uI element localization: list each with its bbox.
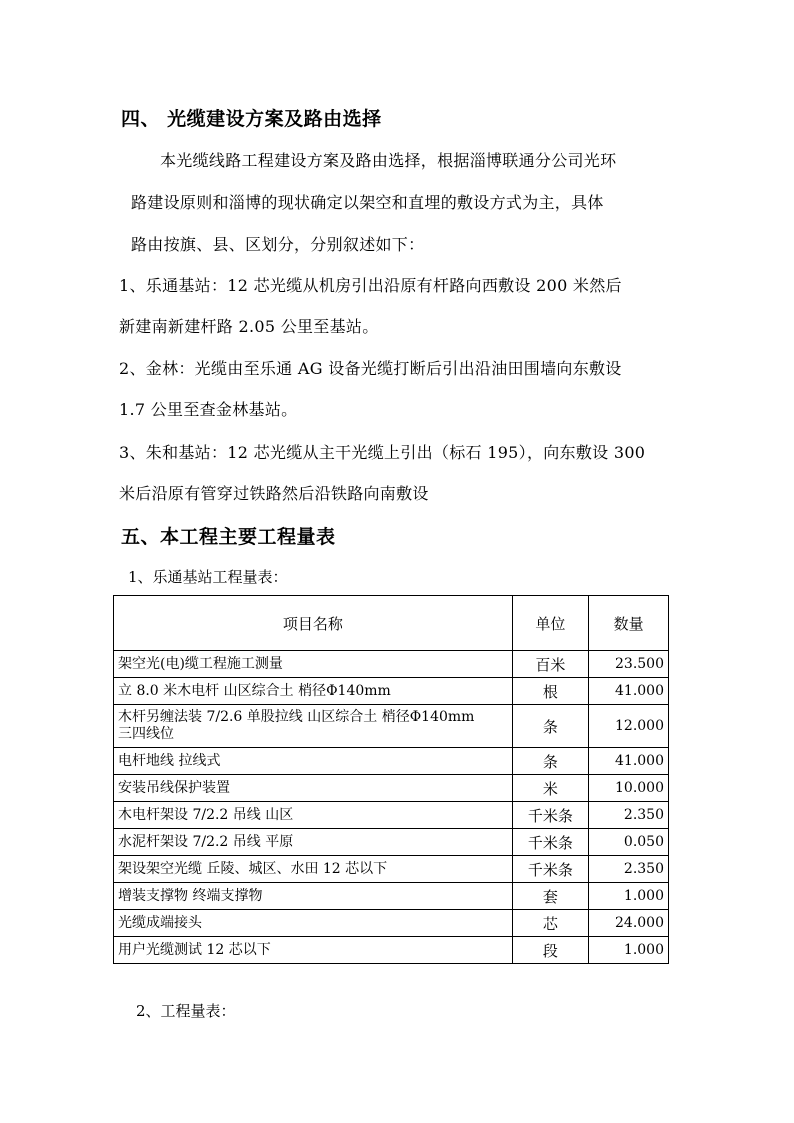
row-name-line-1: 木杆另缠法装 7/2.6 单股拉线 山区综合土 梢径Φ140mm <box>118 709 475 725</box>
table-header-row <box>114 596 669 651</box>
table-row <box>114 937 669 964</box>
row-name: 木电杆架设 7/2.2 吊线 山区 <box>114 802 513 829</box>
row-unit: 千米条 <box>512 856 589 883</box>
table-row <box>114 705 669 748</box>
table-row <box>114 829 669 856</box>
table-1-caption: 1、乐通基站工程量表： <box>128 568 288 586</box>
row-name: 增装支撑物 终端支撑物 <box>114 883 513 910</box>
row-unit: 千米条 <box>512 829 589 856</box>
row-quantity: 1.000 <box>589 883 669 910</box>
row-quantity: 2.350 <box>589 856 669 883</box>
table-row <box>114 775 669 802</box>
table-row <box>114 856 669 883</box>
row-name <box>114 705 513 748</box>
row-name: 安装吊线保护装置 <box>114 775 513 802</box>
route-item-3-line-1: 3、朱和基站：12 芯光缆从主干光缆上引出（标石 195），向东敷设 300 <box>119 443 646 462</box>
row-name: 光缆成端接头 <box>114 910 513 937</box>
route-item-1-line-2: 新建南新建杆路 2.05 公里至基站。 <box>119 317 379 336</box>
table-row <box>114 883 669 910</box>
table-row <box>114 678 669 705</box>
table-row <box>114 802 669 829</box>
header-quantity: 数量 <box>589 596 669 651</box>
table-row <box>114 910 669 937</box>
table-2-caption: 2、工程量表： <box>136 1002 236 1020</box>
row-quantity: 0.050 <box>589 829 669 856</box>
row-unit: 根 <box>512 678 589 705</box>
row-quantity: 24.000 <box>589 910 669 937</box>
row-unit: 条 <box>512 705 589 748</box>
row-unit: 套 <box>512 883 589 910</box>
row-quantity: 1.000 <box>589 937 669 964</box>
route-item-2-line-2: 1.7 公里至查金林基站。 <box>119 400 298 419</box>
row-quantity: 2.350 <box>589 802 669 829</box>
row-quantity: 12.000 <box>589 705 669 748</box>
row-quantity: 10.000 <box>589 775 669 802</box>
intro-line-1: 本光缆线路工程建设方案及路由选择，根据淄博联通分公司光环 <box>160 151 617 170</box>
row-unit: 米 <box>512 775 589 802</box>
row-name: 架空光(电)缆工程施工测量 <box>114 651 513 678</box>
row-name: 水泥杆架设 7/2.2 吊线 平原 <box>114 829 513 856</box>
row-quantity: 23.500 <box>589 651 669 678</box>
header-item-name: 项目名称 <box>114 596 513 651</box>
row-name: 立 8.0 米木电杆 山区综合土 梢径Φ140mm <box>114 678 513 705</box>
intro-line-2: 路建设原则和淄博的现状确定以架空和直埋的敷设方式为主，具体 <box>131 193 604 212</box>
route-item-1-line-1: 1、乐通基站：12 芯光缆从机房引出沿原有杆路向西敷设 200 米然后 <box>119 276 622 295</box>
section-4-heading: 四、 光缆建设方案及路由选择 <box>121 108 382 130</box>
header-unit: 单位 <box>512 596 589 651</box>
row-name: 架设架空光缆 丘陵、城区、水田 12 芯以下 <box>114 856 513 883</box>
table-row <box>114 748 669 775</box>
intro-line-3: 路由按旗、县、区划分，分别叙述如下： <box>131 235 425 254</box>
row-unit: 条 <box>512 748 589 775</box>
row-name: 用户光缆测试 12 芯以下 <box>114 937 513 964</box>
row-unit: 段 <box>512 937 589 964</box>
route-item-3-line-2: 米后沿原有管穿过铁路然后沿铁路向南敷设 <box>119 484 429 503</box>
quantity-table <box>113 595 669 964</box>
row-name: 电杆地线 拉线式 <box>114 748 513 775</box>
row-quantity: 41.000 <box>589 748 669 775</box>
route-item-2-line-1: 2、金林：光缆由至乐通 AG 设备光缆打断后引出沿油田围墙向东敷设 <box>119 359 622 378</box>
row-unit: 百米 <box>512 651 589 678</box>
row-quantity: 41.000 <box>589 678 669 705</box>
table-row <box>114 651 669 678</box>
row-name-line-2: 三四线位 <box>118 726 174 742</box>
row-unit: 千米条 <box>512 802 589 829</box>
section-5-heading: 五、本工程主要工程量表 <box>121 526 336 548</box>
row-unit: 芯 <box>512 910 589 937</box>
